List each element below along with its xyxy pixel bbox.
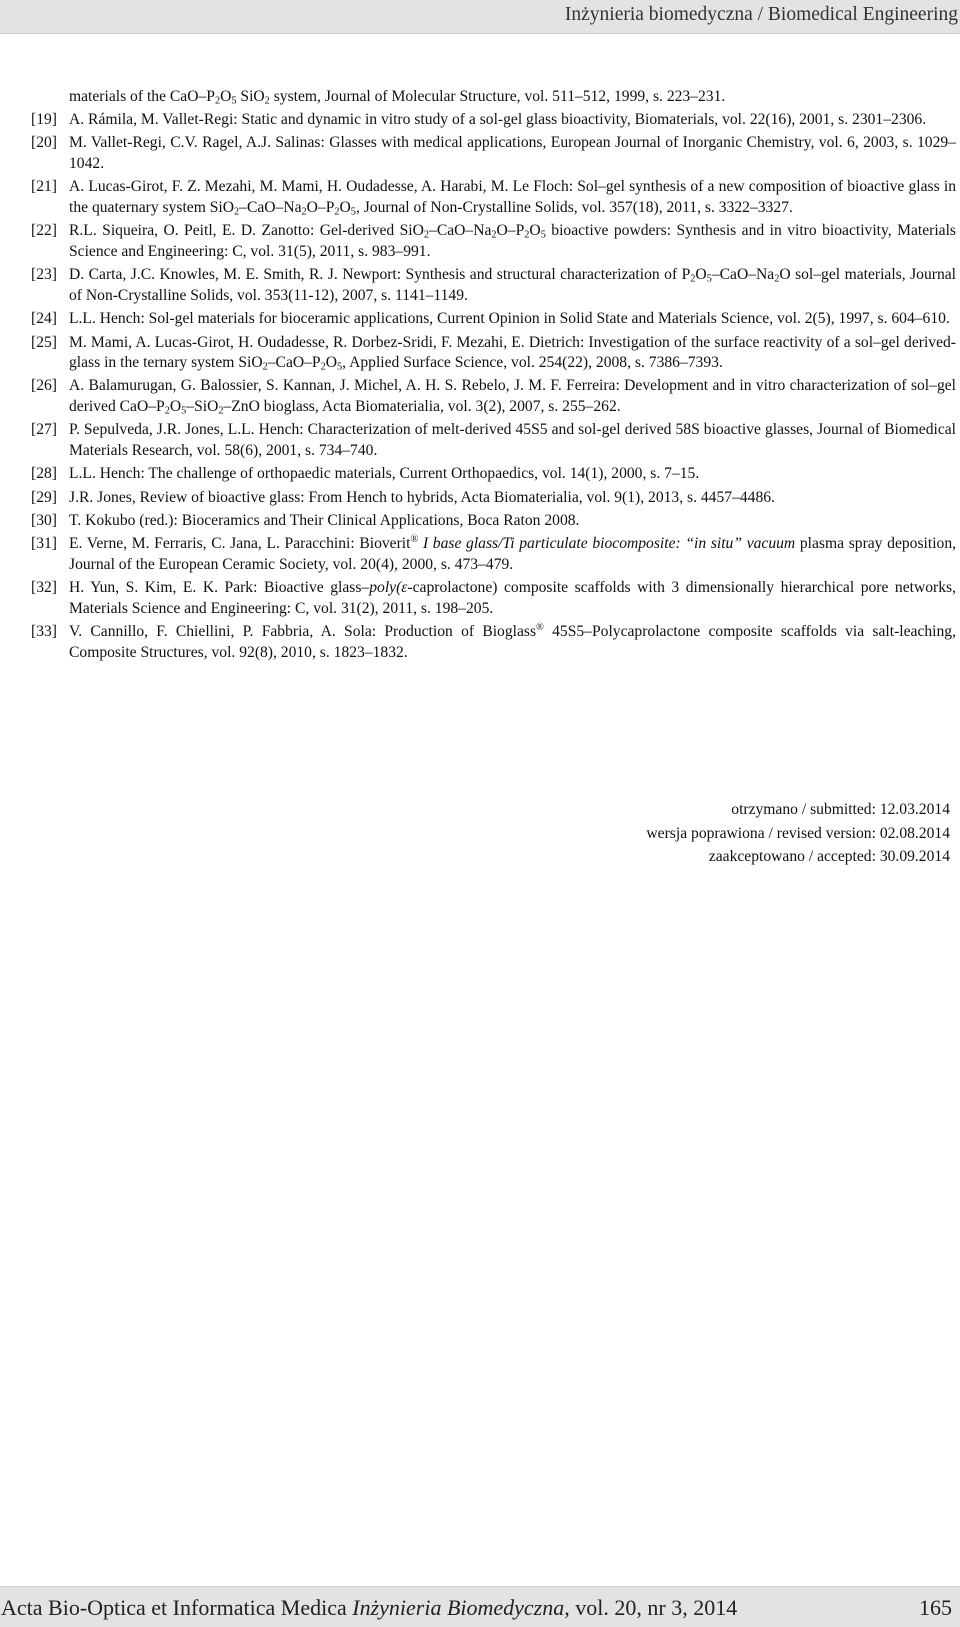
accepted-date: zaakceptowano / accepted: 30.09.2014 <box>708 848 950 865</box>
reference-number: [28] <box>31 465 57 483</box>
reference-32: [32] H. Yun, S. Kim, E. K. Park: Bioactive glass–poly(ε-caprolactone) composite scaffolds with 3 dimensionally hierarchical pore networks, Materials Science and Engineering: C, vol. 31(2), 2011, s. 198–205. <box>31 579 956 617</box>
reference-number: [32] <box>31 579 57 596</box>
reference-25: [25] M. Mami, A. Lucas-Girot, H. Oudadesse, R. Dorbez-Sridi, F. Mezahi, E. Dietrich: Investigation of the surface reactivity of a sol–gel derived-glass in the ternary system $SiO_2-CaO-P_2O_5$, Applied Surface Science, vol. 254(22), 2008, s. 7386–7393. <box>31 333 956 373</box>
reference-28: [28] L.L. Hench: The challenge of orthopaedic materials, Current Orthopaedics, vol. 14(1), 2000, s. 7–15. <box>31 464 956 485</box>
reference-number: [23] <box>31 266 57 284</box>
reference-30: [30] T. Kokubo (red.): Bioceramics and Their Clinical Applications, Boca Raton 2008. <box>31 511 956 532</box>
reference-number: [31] <box>31 535 57 553</box>
submitted-date: otrzymano / submitted: 12.03.2014 <box>731 801 950 818</box>
reference-22: [22] R.L. Siqueira, O. Peitl, E. D. Zanotto: Gel-derived $SiO_2-CaO-Na_2O-P_2O_5$ bioactive powders: Synthesis and in vitro bioactivity, Materials Science and Engineering: C, vol. 31(5), 2011, s. 983–991. <box>31 222 956 261</box>
reference-number: [25] <box>31 333 57 351</box>
reference-number: [24] <box>31 310 57 328</box>
reference-number: [33] <box>31 622 57 640</box>
reference-number: [30] <box>31 511 57 529</box>
reference-number: [27] <box>31 421 57 439</box>
reference-24: [24] L.L. Hench: Sol-gel materials for bioceramic applications, Current Opinion in Solid State and Materials Science, vol. 2(5), 1997, s. 604–610. <box>31 309 956 330</box>
page-footer <box>0 1586 960 1627</box>
reference-27: [27] P. Sepulveda, J.R. Jones, L.L. Hench: Characterization of melt-derived 45S5 and sol-gel derived 58S bioactive glasses, Journal of Biomedical Materials Research, vol. 58(6), 2001, s. 734–740. <box>31 421 956 460</box>
reference-20: [20] M. Vallet-Regi, C.V. Ragel, A.J. Salinas: Glasses with medical applications, European Journal of Inorganic Chemistry, vol. 6, 2003, s. 1029–1042. <box>31 134 956 173</box>
reference-number: [19] <box>31 111 57 129</box>
article-dates <box>646 798 950 869</box>
page-number: 165 <box>919 1595 952 1620</box>
footer-journal-title: Acta Bio-Optica et Informatica Medica Inżynieria Biomedyczna, vol. 20, nr 3, 2014 <box>1 1595 738 1620</box>
reference-number: [29] <box>31 488 57 506</box>
reference-list <box>31 87 956 666</box>
reference-23: [23] D. Carta, J.C. Knowles, M. E. Smith, R. J. Newport: Synthesis and structural characterization of $P_2O_5-CaO-Na_2O$ sol–gel materials, Journal of Non-Crystalline Solids, vol. 353(11-12), 2007, s. 1141–1149. <box>31 266 956 305</box>
reference-26: [26] A. Balamurugan, G. Balossier, S. Kannan, J. Michel, A. H. S. Rebelo, J. M. F. Ferreira: Development and in vitro characterization of sol–gel derived CaO–$P_2O_5-SiO_2$–ZnO bioglass, Acta Biomaterialia, vol. 3(2), 2007, s. 255–262. <box>31 377 956 417</box>
reference-29: [29] J.R. Jones, Review of bioactive glass: From Hench to hybrids, Acta Biomaterialia, vol. 9(1), 2013, s. 4457–4486. <box>31 488 956 509</box>
reference-number: [22] <box>31 222 57 240</box>
reference-number: [20] <box>31 134 57 152</box>
reference-number: [26] <box>31 377 57 395</box>
reference-33: [33] V. Cannillo, F. Chiellini, P. Fabbria, A. Sola: Production of Bioglass® 45S5–Polycaprolactone composite scaffolds via salt-leaching, Composite Structures, vol. 92(8), 2010, s. 1823–1832. <box>31 621 956 661</box>
registered-mark: ® <box>410 533 419 545</box>
revised-date: wersja poprawiona / revised version: 02.08.2014 <box>646 824 950 842</box>
reference-31: [31] E. Verne, M. Ferraris, C. Jana, L. Paracchini: Bioverit® I base glass/Ti particulate biocomposite: “in situ” vacuum plasma spray deposition, Journal of the European Ceramic Society, vol. 20(4), 2000, s. 473–479. <box>31 533 957 573</box>
reference-number: [21] <box>31 178 57 196</box>
registered-mark: ® <box>536 621 544 633</box>
reference-18-continuation: materials of the CaO–$P_2O_5$ SiO$_2$ system, Journal of Molecular Structure, vol. 511–512, 1999, s. 223–231. <box>69 88 726 107</box>
reference-21: [21] A. Lucas-Girot, F. Z. Mezahi, M. Mami, H. Oudadesse, A. Harabi, M. Le Floch: Sol–gel synthesis of a new composition of bioactive glass in the quaternary system $SiO_2-CaO-Na_2O-P_2O_5$, Journal of Non-Crystalline Solids, vol. 357(18), 2011, s. 3322–3327. <box>31 178 956 218</box>
page-header <box>0 0 960 34</box>
reference-19: [19] A. Rámila, M. Vallet-Regi: Static and dynamic in vitro study of a sol-gel glass bioactivity, Biomaterials, vol. 22(16), 2001, s. 2301–2306. <box>31 110 956 131</box>
header-title: Inżynieria biomedyczna / Biomedical Engineering <box>564 4 958 25</box>
